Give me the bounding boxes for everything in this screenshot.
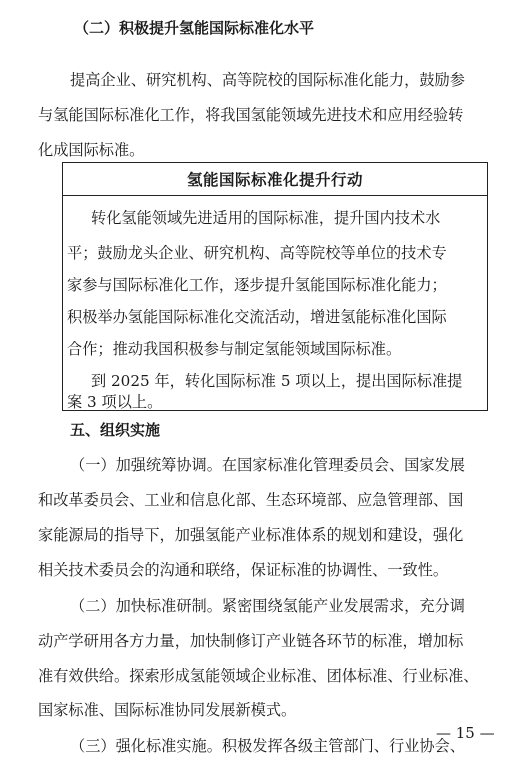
action-box-line: 积极举办氢能国际标准化交流活动，增进氢能标准化国际 — [67, 308, 447, 326]
section5-heading: 五、组织实施 — [70, 421, 161, 439]
action-box-line: 平；鼓励龙头企业、研究机构、高等院校等单位的技术专 — [67, 244, 447, 262]
paragraph-line: 化成国际标准。 — [38, 141, 145, 159]
paragraph-line: 相关技术委员会的沟通和联络，保证标准的协调性、一致性。 — [38, 561, 449, 579]
action-box-target-line: 到 2025 年，转化国际标准 5 项以上，提出国际标准提 — [91, 372, 463, 390]
action-box-line: 家参与国际标准化工作，逐步提升氢能国际标准化能力； — [67, 276, 447, 294]
paragraph-line: 准有效供给。探索形成氢能领域企业标准、团体标准、行业标准、 — [38, 667, 479, 685]
section-heading: （二）积极提升氢能国际标准化水平 — [74, 19, 315, 37]
action-box-line: 转化氢能领域先进适用的国际标准，提升国内技术水 — [91, 209, 441, 227]
action-box-title: 氢能国际标准化提升行动 — [63, 163, 487, 196]
paragraph-line: 提高企业、研究机构、高等院校的国际标准化能力，鼓励参 — [70, 71, 465, 89]
action-box-target-line: 案 3 项以上。 — [67, 393, 163, 411]
paragraph-line: （二）加快标准研制。紧密围绕氢能产业发展需求，充分调 — [70, 597, 465, 615]
paragraph-line: 国家标准、国际标准协同发展新模式。 — [38, 701, 297, 719]
paragraph-line: 动产学研用各方力量，加快制修订产业链各环节的标准，增加标 — [38, 632, 464, 650]
page-number: — 15 — — [436, 724, 495, 742]
paragraph-line: （三）强化标准实施。积极发挥各级主管部门、行业协会、 — [70, 737, 465, 755]
paragraph-line: 与氢能国际标准化工作，将我国氢能领域先进技术和应用经验转 — [38, 106, 464, 124]
paragraph-line: （一）加强统筹协调。在国家标准化管理委员会、国家发展 — [70, 456, 465, 474]
action-box-line: 合作；推动我国积极参与制定氢能领域国际标准。 — [67, 340, 402, 358]
paragraph-line: 家能源局的指导下，加强氢能产业标准体系的规划和建设，强化 — [38, 526, 464, 544]
paragraph-line: 和改革委员会、工业和信息化部、生态环境部、应急管理部、国 — [38, 491, 464, 509]
action-box — [62, 162, 488, 411]
